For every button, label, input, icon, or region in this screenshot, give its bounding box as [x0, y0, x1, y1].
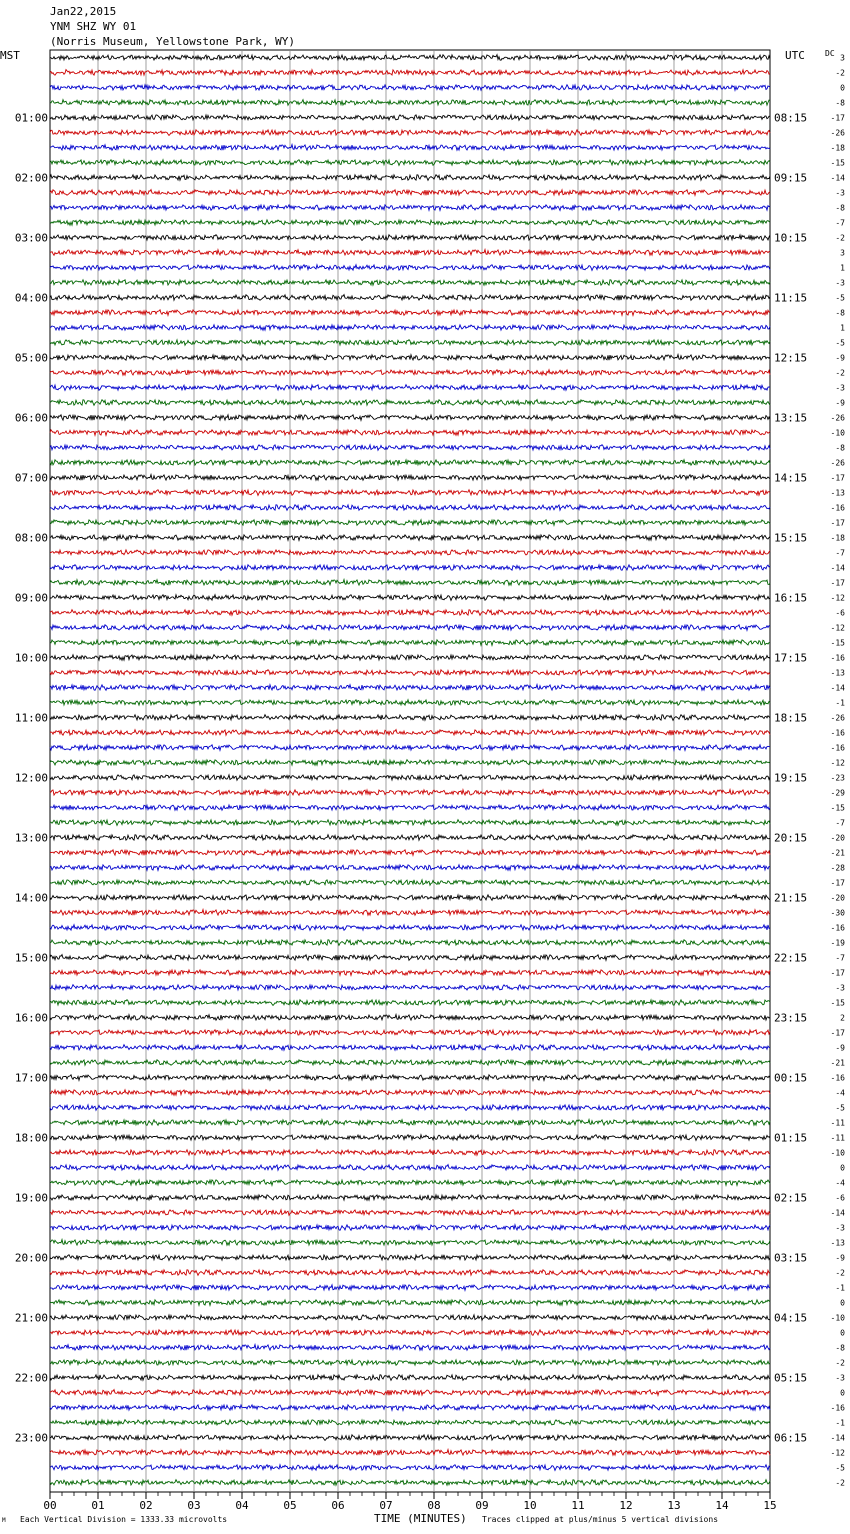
seismic-trace: [50, 460, 770, 466]
x-tick-label: 09: [475, 1499, 489, 1512]
seismic-trace: [50, 1150, 770, 1156]
seismic-trace: [50, 160, 770, 166]
seismic-trace: [50, 1465, 770, 1471]
x-tick-label: 12: [619, 1499, 633, 1512]
dc-offset-label: -14: [830, 173, 845, 183]
hour-label-mst: 21:00: [14, 1311, 48, 1325]
hour-label-utc: 02:15: [774, 1191, 808, 1205]
seismic-trace: [50, 610, 770, 616]
dc-offset-label: -13: [830, 1238, 845, 1248]
seismic-trace: [50, 280, 770, 286]
hour-label-mst: 15:00: [14, 951, 48, 965]
hour-label-mst: 18:00: [14, 1131, 48, 1145]
seismic-trace: [50, 580, 770, 586]
seismic-trace: [50, 205, 770, 211]
dc-offset-label: -9: [835, 1253, 845, 1263]
seismic-trace: [50, 625, 770, 631]
dc-offset-label: -17: [830, 518, 845, 528]
dc-offset-label: -8: [835, 98, 845, 108]
dc-offset-label: -20: [830, 833, 845, 843]
hour-label-mst: 12:00: [14, 771, 48, 785]
dc-offset-label: -8: [835, 203, 845, 213]
dc-offset-label: -26: [830, 458, 845, 468]
dc-offset-label: -2: [835, 368, 845, 378]
dc-offset-label: -16: [830, 653, 845, 663]
x-tick-label: 15: [763, 1499, 777, 1512]
dc-offset-label: -26: [830, 128, 845, 138]
seismic-trace: [50, 730, 770, 736]
x-tick-label: 03: [187, 1499, 201, 1512]
x-tick-label: 05: [283, 1499, 297, 1512]
hour-label-utc: 04:15: [774, 1311, 808, 1325]
seismic-trace: [50, 1420, 770, 1426]
dc-offset-label: -9: [835, 398, 845, 408]
x-tick-label: 00: [43, 1499, 57, 1512]
seismic-trace: [50, 925, 770, 931]
seismic-trace: [50, 310, 770, 316]
dc-offset-label: -8: [835, 308, 845, 318]
x-tick-label: 08: [427, 1499, 441, 1512]
seismic-trace: [50, 295, 770, 301]
dc-offset-label: -3: [835, 383, 845, 393]
seismic-trace: [50, 520, 770, 526]
seismic-trace: [50, 700, 770, 706]
dc-offset-label: -12: [830, 1448, 845, 1458]
seismic-trace: [50, 535, 770, 541]
seismic-trace: [50, 1360, 770, 1366]
seismic-trace: [50, 1090, 770, 1096]
dc-offset-header: DC: [825, 49, 835, 58]
seismic-trace: [50, 910, 770, 916]
seismic-trace: [50, 1075, 770, 1081]
dc-offset-label: -2: [835, 68, 845, 78]
seismic-trace: [50, 1255, 770, 1261]
dc-offset-label: -17: [830, 1028, 845, 1038]
seismic-trace: [50, 325, 770, 331]
dc-offset-label: -7: [835, 953, 845, 963]
hour-label-mst: 23:00: [14, 1431, 48, 1445]
seismic-trace: [50, 1120, 770, 1126]
dc-offset-label: -2: [835, 1268, 845, 1278]
seismic-trace: [50, 265, 770, 271]
dc-offset-label: 0: [840, 1298, 845, 1308]
seismic-trace: [50, 55, 770, 61]
dc-offset-label: -23: [830, 773, 845, 783]
seismic-trace: [50, 175, 770, 181]
hour-label-utc: 17:15: [774, 651, 808, 665]
dc-offset-label: -21: [830, 1058, 845, 1068]
x-axis-title: TIME (MINUTES): [374, 1512, 467, 1525]
hour-label-utc: 05:15: [774, 1371, 808, 1385]
seismic-trace: [50, 895, 770, 901]
station-location: (Norris Museum, Yellowstone Park, WY): [50, 35, 296, 48]
x-tick-label: 14: [715, 1499, 729, 1512]
dc-offset-label: -17: [830, 473, 845, 483]
seismic-trace: [50, 655, 770, 661]
dc-offset-label: -26: [830, 713, 845, 723]
hour-label-utc: 16:15: [774, 591, 808, 605]
dc-offset-label: -10: [830, 1313, 845, 1323]
hour-label-utc: 19:15: [774, 771, 808, 785]
station-name: YNM SHZ WY 01: [50, 20, 137, 33]
dc-offset-label: -12: [830, 758, 845, 768]
seismic-trace: [50, 1240, 770, 1246]
hour-label-utc: 13:15: [774, 411, 808, 425]
dc-offset-label: -3: [835, 188, 845, 198]
seismic-trace: [50, 775, 770, 781]
hour-label-utc: 06:15: [774, 1431, 808, 1445]
dc-offset-label: -17: [830, 968, 845, 978]
dc-offset-label: -11: [830, 1118, 845, 1128]
seismic-trace: [50, 790, 770, 796]
dc-offset-label: 0: [840, 1328, 845, 1338]
x-tick-label: 02: [139, 1499, 153, 1512]
seismic-trace: [50, 670, 770, 676]
dc-offset-label: -4: [835, 1088, 845, 1098]
dc-offset-label: -17: [830, 578, 845, 588]
dc-offset-label: -10: [830, 1148, 845, 1158]
hour-label-utc: 23:15: [774, 1011, 808, 1025]
dc-offset-label: -3: [835, 1373, 845, 1383]
seismic-trace: [50, 550, 770, 555]
x-tick-label: 06: [331, 1499, 345, 1512]
hour-label-mst: 07:00: [14, 471, 48, 485]
dc-offset-label: -4: [835, 1178, 845, 1188]
dc-offset-label: -17: [830, 878, 845, 888]
seismic-trace: [50, 490, 770, 496]
hour-label-utc: 21:15: [774, 891, 808, 905]
dc-offset-label: -20: [830, 893, 845, 903]
dc-offset-label: -3: [835, 1223, 845, 1233]
x-tick-label: 10: [523, 1499, 537, 1512]
seismic-trace: [50, 1060, 770, 1066]
hour-label-mst: 19:00: [14, 1191, 48, 1205]
seismic-trace: [50, 1015, 770, 1021]
dc-offset-label: -14: [830, 1433, 845, 1443]
seismic-trace: [50, 145, 770, 151]
dc-offset-label: -15: [830, 998, 845, 1008]
seismic-trace: [50, 1135, 770, 1141]
dc-offset-label: -12: [830, 593, 845, 603]
seismic-trace: [50, 85, 770, 91]
hour-label-utc: 18:15: [774, 711, 808, 725]
seismic-trace: [50, 130, 770, 136]
x-tick-label: 07: [379, 1499, 393, 1512]
dc-offset-label: -1: [835, 1418, 845, 1428]
dc-offset-label: -14: [830, 683, 845, 693]
seismic-trace: [50, 955, 770, 961]
seismic-trace: [50, 1225, 770, 1231]
dc-offset-label: -18: [830, 143, 845, 153]
seismic-trace: [50, 820, 770, 826]
seismic-trace: [50, 1375, 770, 1381]
seismic-trace: [50, 1000, 770, 1006]
dc-offset-label: 0: [840, 1163, 845, 1173]
seismic-trace: [50, 565, 770, 571]
hour-label-utc: 09:15: [774, 171, 808, 185]
hour-label-utc: 00:15: [774, 1071, 808, 1085]
dc-offset-label: -5: [835, 293, 845, 303]
seismic-trace: [50, 1405, 770, 1411]
dc-offset-label: -19: [830, 938, 845, 948]
x-tick-label: 11: [571, 1499, 585, 1512]
seismic-trace: [50, 940, 770, 946]
seismic-trace: [50, 1315, 770, 1321]
hour-label-utc: 08:15: [774, 111, 808, 125]
seismic-trace: [50, 985, 770, 991]
hour-label-mst: 17:00: [14, 1071, 48, 1085]
seismic-trace: [50, 385, 770, 391]
dc-offset-label: -7: [835, 548, 845, 558]
dc-offset-label: -18: [830, 533, 845, 543]
hour-label-mst: 05:00: [14, 351, 48, 365]
dc-offset-label: -6: [835, 1193, 845, 1203]
hour-label-mst: 14:00: [14, 891, 48, 905]
hour-label-utc: 12:15: [774, 351, 808, 365]
dc-offset-label: -2: [835, 233, 845, 243]
seismic-trace: [50, 355, 770, 361]
seismic-trace: [50, 685, 770, 691]
seismic-trace: [50, 1285, 770, 1291]
seismic-trace: [50, 1390, 770, 1396]
dc-offset-label: -2: [835, 1358, 845, 1368]
hour-label-mst: 10:00: [14, 651, 48, 665]
dc-offset-label: -9: [835, 353, 845, 363]
dc-offset-label: -5: [835, 1463, 845, 1473]
seismic-trace: [50, 70, 770, 76]
dc-offset-label: -16: [830, 1073, 845, 1083]
seismic-trace: [50, 715, 770, 721]
seismic-trace: [50, 415, 770, 421]
x-tick-label: 13: [667, 1499, 681, 1512]
dc-offset-label: -21: [830, 848, 845, 858]
seismic-trace: [50, 100, 770, 106]
seismic-trace: [50, 745, 770, 751]
seismic-trace: [50, 475, 770, 481]
seismic-trace: [50, 340, 770, 346]
seismic-trace: [50, 1195, 770, 1201]
hour-label-mst: 22:00: [14, 1371, 48, 1385]
scale-note: Each Vertical Division = 1333.33 microvolts: [20, 1515, 228, 1524]
dc-offset-label: -16: [830, 1403, 845, 1413]
dc-offset-label: -13: [830, 668, 845, 678]
dc-offset-label: -2: [835, 1478, 845, 1488]
x-tick-label: 01: [91, 1499, 105, 1512]
seismic-trace: [50, 1270, 770, 1276]
seismic-trace: [50, 1435, 770, 1441]
dc-offset-label: -6: [835, 608, 845, 618]
dc-offset-label: -28: [830, 863, 845, 873]
seismic-trace: [50, 970, 770, 976]
dc-offset-label: -9: [835, 1043, 845, 1053]
dc-offset-label: -1: [835, 698, 845, 708]
dc-offset-label: -15: [830, 803, 845, 813]
clip-note: Traces clipped at plus/minus 5 vertical divisions: [482, 1515, 719, 1524]
hour-label-mst: 13:00: [14, 831, 48, 845]
dc-offset-label: -29: [830, 788, 845, 798]
seismic-trace: [50, 1030, 770, 1036]
dc-offset-label: 2: [840, 1013, 845, 1023]
seismic-trace: [50, 220, 770, 226]
seismic-trace: [50, 865, 770, 871]
seismic-trace: [50, 1045, 770, 1051]
seismic-trace: [50, 190, 770, 196]
hour-label-mst: 08:00: [14, 531, 48, 545]
hour-label-mst: 11:00: [14, 711, 48, 725]
hour-label-mst: 16:00: [14, 1011, 48, 1025]
seismic-trace: [50, 430, 770, 436]
hour-label-mst: 09:00: [14, 591, 48, 605]
seismic-trace: [50, 835, 770, 841]
seismic-trace: [50, 760, 770, 766]
dc-offset-label: -16: [830, 743, 845, 753]
dc-offset-label: 0: [840, 1388, 845, 1398]
hour-label-utc: 03:15: [774, 1251, 808, 1265]
hour-label-mst: 03:00: [14, 231, 48, 245]
dc-offset-label: -12: [830, 623, 845, 633]
dc-offset-label: 3: [840, 53, 845, 63]
dc-offset-label: -14: [830, 1208, 845, 1218]
seismic-trace: [50, 505, 770, 511]
seismic-trace: [50, 1345, 770, 1351]
dc-offset-label: -5: [835, 338, 845, 348]
seismic-trace: [50, 880, 770, 886]
seismic-trace: [50, 1300, 770, 1306]
hour-label-utc: 22:15: [774, 951, 808, 965]
dc-offset-label: -11: [830, 1133, 845, 1143]
hour-label-mst: 06:00: [14, 411, 48, 425]
hour-label-mst: 02:00: [14, 171, 48, 185]
hour-label-utc: 11:15: [774, 291, 808, 305]
corner-mark: M: [2, 1517, 6, 1524]
seismic-trace: [50, 1450, 770, 1456]
seismic-trace: [50, 805, 770, 810]
seismic-trace: [50, 400, 770, 406]
dc-offset-label: -8: [835, 1343, 845, 1353]
seismic-trace: [50, 1105, 770, 1111]
seismic-trace: [50, 1210, 770, 1216]
dc-offset-label: -1: [835, 1283, 845, 1293]
dc-offset-label: -15: [830, 638, 845, 648]
seismic-trace: [50, 1480, 770, 1486]
hour-label-utc: 01:15: [774, 1131, 808, 1145]
dc-offset-label: 3: [840, 248, 845, 258]
dc-offset-label: 1: [840, 323, 845, 333]
dc-offset-label: -14: [830, 563, 845, 573]
dc-offset-label: -26: [830, 413, 845, 423]
hour-label-utc: 15:15: [774, 531, 808, 545]
plot-date: Jan22,2015: [50, 5, 117, 18]
hour-label-utc: 14:15: [774, 471, 808, 485]
seismic-trace: [50, 445, 770, 451]
dc-offset-label: -5: [835, 1103, 845, 1113]
dc-offset-label: -30: [830, 908, 845, 918]
dc-offset-label: 0: [840, 83, 845, 93]
hour-label-mst: 20:00: [14, 1251, 48, 1265]
seismic-trace: [50, 1330, 770, 1336]
dc-offset-label: -16: [830, 923, 845, 933]
dc-offset-label: -16: [830, 728, 845, 738]
seismic-trace: [50, 370, 770, 375]
dc-offset-label: 1: [840, 263, 845, 273]
hour-label-utc: 20:15: [774, 831, 808, 845]
seismic-trace: [50, 1165, 770, 1171]
seismic-trace: [50, 595, 770, 601]
dc-offset-label: -16: [830, 503, 845, 513]
dc-offset-label: -7: [835, 218, 845, 228]
right-timezone-label: UTC: [785, 49, 805, 62]
dc-offset-label: -15: [830, 158, 845, 168]
left-timezone-label: MST: [0, 49, 20, 62]
seismic-trace: [50, 115, 770, 121]
seismic-trace: [50, 250, 770, 256]
dc-offset-label: -13: [830, 488, 845, 498]
seismic-trace: [50, 235, 770, 241]
dc-offset-label: -8: [835, 443, 845, 453]
seismic-trace: [50, 1180, 770, 1186]
dc-offset-label: -7: [835, 818, 845, 828]
x-tick-label: 04: [235, 1499, 249, 1512]
hour-label-utc: 10:15: [774, 231, 808, 245]
dc-offset-label: -17: [830, 113, 845, 123]
dc-offset-label: -10: [830, 428, 845, 438]
dc-offset-label: -3: [835, 983, 845, 993]
dc-offset-label: -3: [835, 278, 845, 288]
seismic-trace: [50, 640, 770, 646]
seismic-trace: [50, 850, 770, 856]
hour-label-mst: 04:00: [14, 291, 48, 305]
hour-label-mst: 01:00: [14, 111, 48, 125]
